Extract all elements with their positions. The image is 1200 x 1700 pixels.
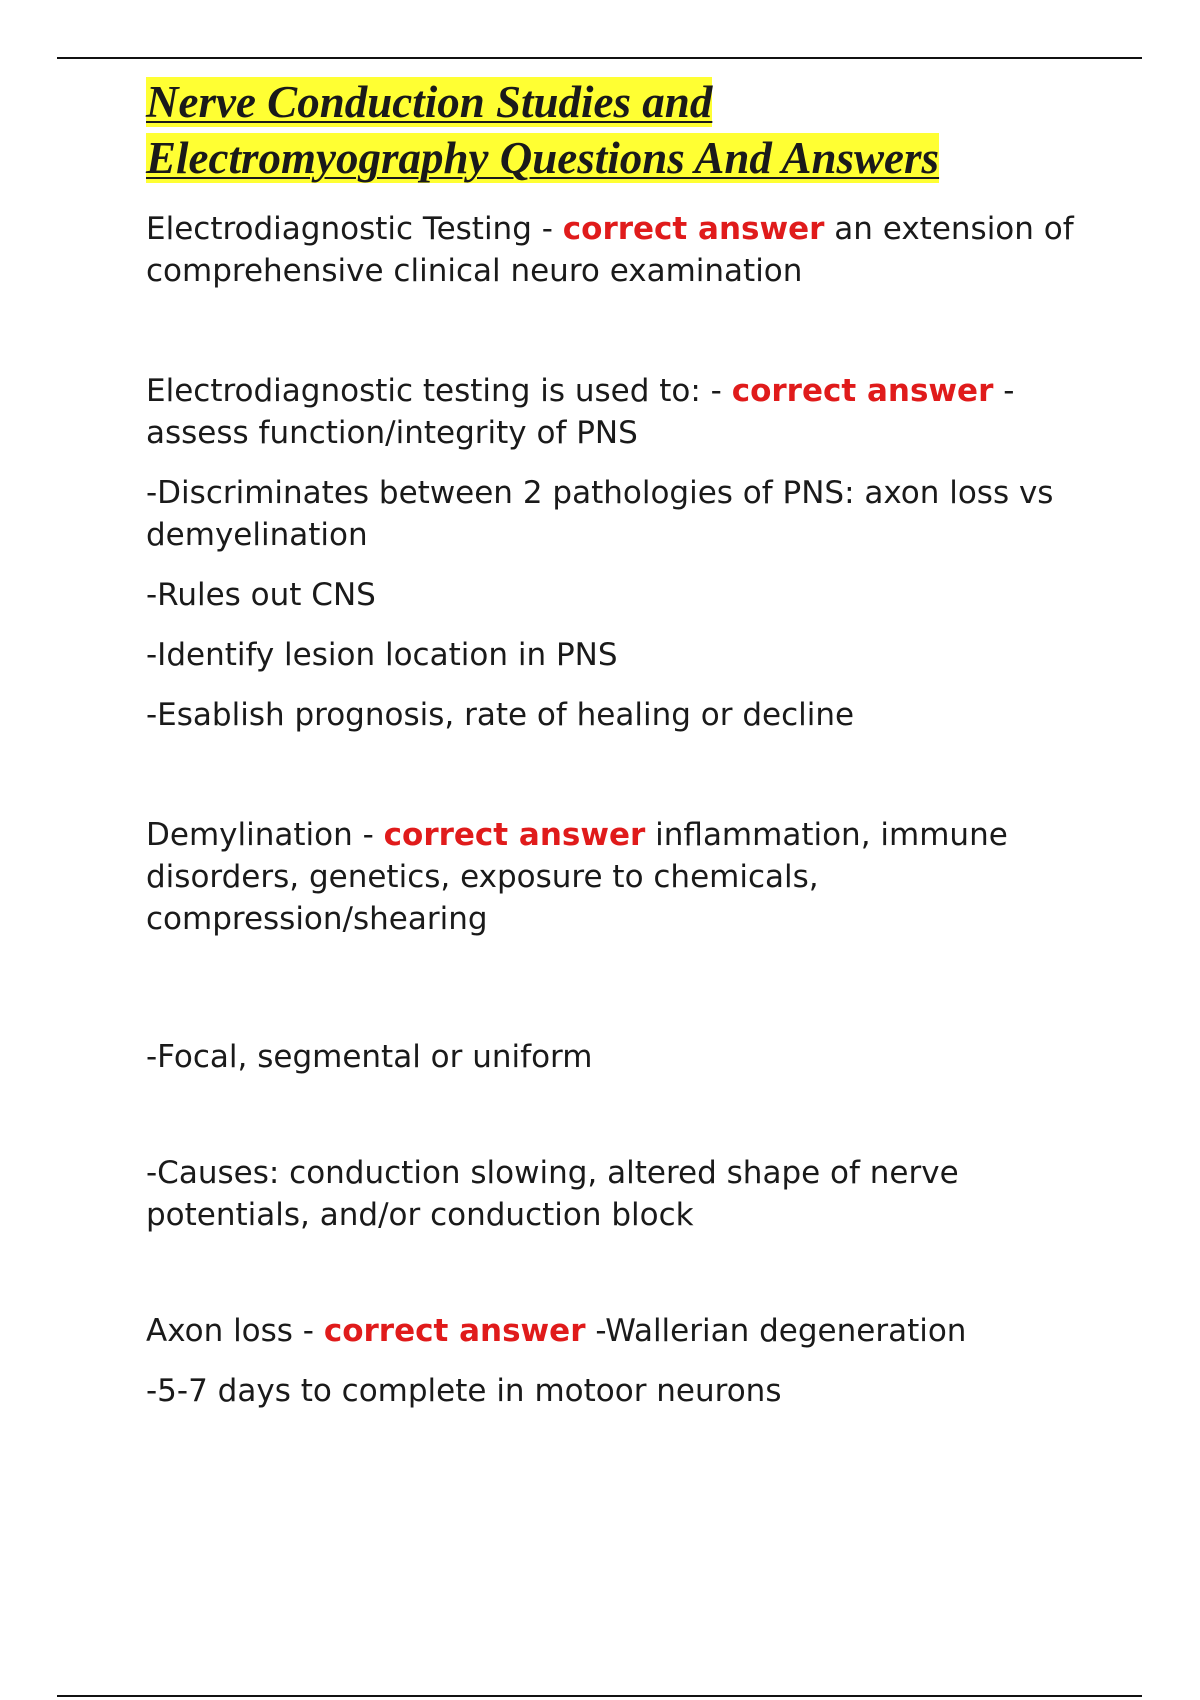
bottom-rule (57, 1695, 1142, 1697)
correct-answer-label: correct answer (383, 817, 646, 853)
question-text: Electrodiagnostic testing is used to: - (146, 373, 732, 409)
document-title (146, 74, 1106, 186)
correct-answer-label: correct answer (731, 373, 994, 409)
qa-entry (146, 370, 1106, 454)
detail-line: -Esablish prognosis, rate of healing or decline (146, 697, 855, 733)
answer-text: -Wallerian degeneration (585, 1313, 967, 1349)
qa-entry (146, 814, 1106, 940)
document-body (146, 74, 1106, 1430)
detail-line: -Identify lesion location in PNS (146, 637, 618, 673)
detail-line: -Discriminates between 2 pathologies of PNS: axon loss vs demyelination (146, 475, 1054, 553)
question-text: Demylination - (146, 817, 384, 853)
title-line-2: Electromyography Questions And Answers (146, 133, 940, 183)
correct-answer-label: correct answer (323, 1313, 586, 1349)
detail-line: -Rules out CNS (146, 577, 376, 613)
detail-line: -Focal, segmental or uniform (146, 1039, 593, 1075)
qa-entry (146, 1310, 1106, 1352)
question-text: Electrodiagnostic Testing - (146, 211, 563, 247)
answer-text: -assess function/integrity of PNS (146, 373, 1015, 451)
title-line-1: Nerve Conduction Studies and (146, 77, 713, 127)
question-text: Axon loss - (146, 1313, 324, 1349)
answer-text: an extension of comprehensive clinical neuro examination (146, 211, 1074, 289)
answer-text: inflammation, immune disorders, genetics, exposure to chemicals, compression/shearing (146, 817, 1008, 937)
top-rule (57, 57, 1142, 59)
detail-line: -5-7 days to complete in motoor neurons (146, 1373, 782, 1409)
qa-entry (146, 208, 1106, 292)
detail-line: -Causes: conduction slowing, altered shape of nerve potentials, and/or conduction block (146, 1155, 959, 1233)
correct-answer-label: correct answer (562, 211, 825, 247)
